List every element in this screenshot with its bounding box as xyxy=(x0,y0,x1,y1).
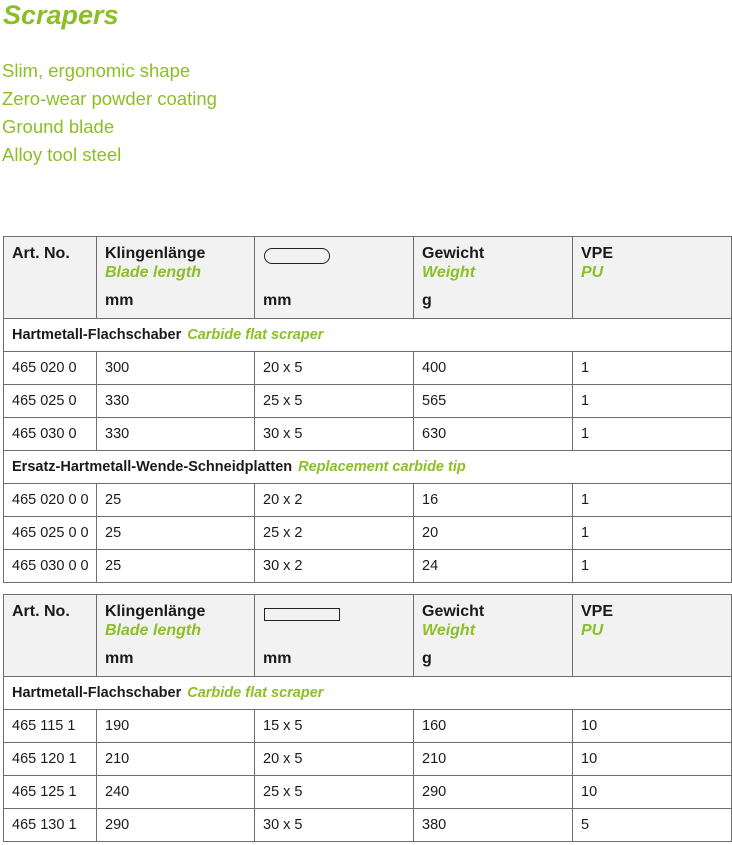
table-row xyxy=(4,550,732,583)
cell-blade-length: 25 xyxy=(97,550,255,583)
cell-weight: 16 xyxy=(414,484,573,517)
cell-section: 20 x 5 xyxy=(255,743,414,776)
header-pu: VPE PU xyxy=(573,595,732,677)
feature-item: Alloy tool steel xyxy=(2,144,122,165)
table-row xyxy=(4,809,732,842)
group-label-de: Hartmetall-Flachschaber xyxy=(12,685,182,701)
group-label-en: Replacement carbide tip xyxy=(298,459,466,475)
cell-weight: 400 xyxy=(414,352,573,385)
cell-blade-length: 300 xyxy=(97,352,255,385)
cell-section: 30 x 5 xyxy=(255,418,414,451)
cell-weight: 210 xyxy=(414,743,573,776)
feature-item: Slim, ergonomic shape xyxy=(2,60,191,81)
cell-pu: 10 xyxy=(573,776,732,809)
spec-table-rect xyxy=(3,594,732,842)
cell-art-no: 465 030 0 xyxy=(4,418,97,451)
cell-blade-length: 25 xyxy=(97,517,255,550)
cell-section: 25 x 5 xyxy=(255,385,414,418)
cell-blade-length: 25 xyxy=(97,484,255,517)
cell-art-no: 465 025 0 xyxy=(4,385,97,418)
header-section: mm xyxy=(255,595,414,677)
cell-art-no: 465 020 0 xyxy=(4,352,97,385)
cell-art-no: 465 130 1 xyxy=(4,809,97,842)
cell-pu: 1 xyxy=(573,517,732,550)
table-row xyxy=(4,418,732,451)
header-blade-length: Klingenlänge Blade length mm xyxy=(97,237,255,319)
cell-art-no: 465 030 0 0 xyxy=(4,550,97,583)
group-label-en: Carbide flat scraper xyxy=(187,327,324,343)
cell-section: 25 x 5 xyxy=(255,776,414,809)
cell-section: 30 x 5 xyxy=(255,809,414,842)
header-section: mm xyxy=(255,237,414,319)
table-row xyxy=(4,743,732,776)
table-row xyxy=(4,385,732,418)
rectangle-icon xyxy=(264,608,340,621)
cell-pu: 5 xyxy=(573,809,732,842)
cell-weight: 380 xyxy=(414,809,573,842)
cell-blade-length: 210 xyxy=(97,743,255,776)
cell-weight: 290 xyxy=(414,776,573,809)
cell-blade-length: 240 xyxy=(97,776,255,809)
rounded-rectangle-icon xyxy=(264,248,330,264)
cell-blade-length: 190 xyxy=(97,710,255,743)
header-art-no: Art. No. xyxy=(4,595,97,677)
cell-pu: 10 xyxy=(573,710,732,743)
group-label-en: Carbide flat scraper xyxy=(187,685,324,701)
group-row xyxy=(4,677,732,710)
cell-section: 25 x 2 xyxy=(255,517,414,550)
spec-table-round xyxy=(3,236,732,583)
feature-item: Zero-wear powder coating xyxy=(2,88,217,109)
cell-art-no: 465 115 1 xyxy=(4,710,97,743)
table-row xyxy=(4,352,732,385)
cell-section: 30 x 2 xyxy=(255,550,414,583)
feature-item: Ground blade xyxy=(2,116,115,137)
cell-weight: 565 xyxy=(414,385,573,418)
page-title: Scrapers xyxy=(3,0,119,30)
cell-weight: 20 xyxy=(414,517,573,550)
table-row xyxy=(4,710,732,743)
cell-section: 20 x 5 xyxy=(255,352,414,385)
cell-weight: 24 xyxy=(414,550,573,583)
header-blade-length: Klingenlänge Blade length mm xyxy=(97,595,255,677)
table-row xyxy=(4,517,732,550)
header-art-no: Art. No. xyxy=(4,237,97,319)
cell-weight: 160 xyxy=(414,710,573,743)
cell-section: 20 x 2 xyxy=(255,484,414,517)
group-row xyxy=(4,451,732,484)
cell-pu: 1 xyxy=(573,385,732,418)
cell-pu: 1 xyxy=(573,352,732,385)
cell-pu: 1 xyxy=(573,550,732,583)
feature-list xyxy=(2,57,217,169)
header-pu: VPE PU xyxy=(573,237,732,319)
cell-art-no: 465 025 0 0 xyxy=(4,517,97,550)
group-label-de: Hartmetall-Flachschaber xyxy=(12,327,182,343)
table-row xyxy=(4,776,732,809)
header-weight: Gewicht Weight g xyxy=(414,237,573,319)
cell-weight: 630 xyxy=(414,418,573,451)
cell-blade-length: 330 xyxy=(97,418,255,451)
cell-art-no: 465 020 0 0 xyxy=(4,484,97,517)
table-row xyxy=(4,484,732,517)
cell-art-no: 465 120 1 xyxy=(4,743,97,776)
cell-section: 15 x 5 xyxy=(255,710,414,743)
header-weight: Gewicht Weight g xyxy=(414,595,573,677)
cell-pu: 1 xyxy=(573,418,732,451)
cell-pu: 1 xyxy=(573,484,732,517)
cell-art-no: 465 125 1 xyxy=(4,776,97,809)
group-row xyxy=(4,319,732,352)
cell-pu: 10 xyxy=(573,743,732,776)
cell-blade-length: 290 xyxy=(97,809,255,842)
table-header-row xyxy=(4,237,732,319)
table-header-row xyxy=(4,595,732,677)
cell-blade-length: 330 xyxy=(97,385,255,418)
group-label-de: Ersatz-Hartmetall-Wende-Schneidplatten xyxy=(12,459,293,475)
